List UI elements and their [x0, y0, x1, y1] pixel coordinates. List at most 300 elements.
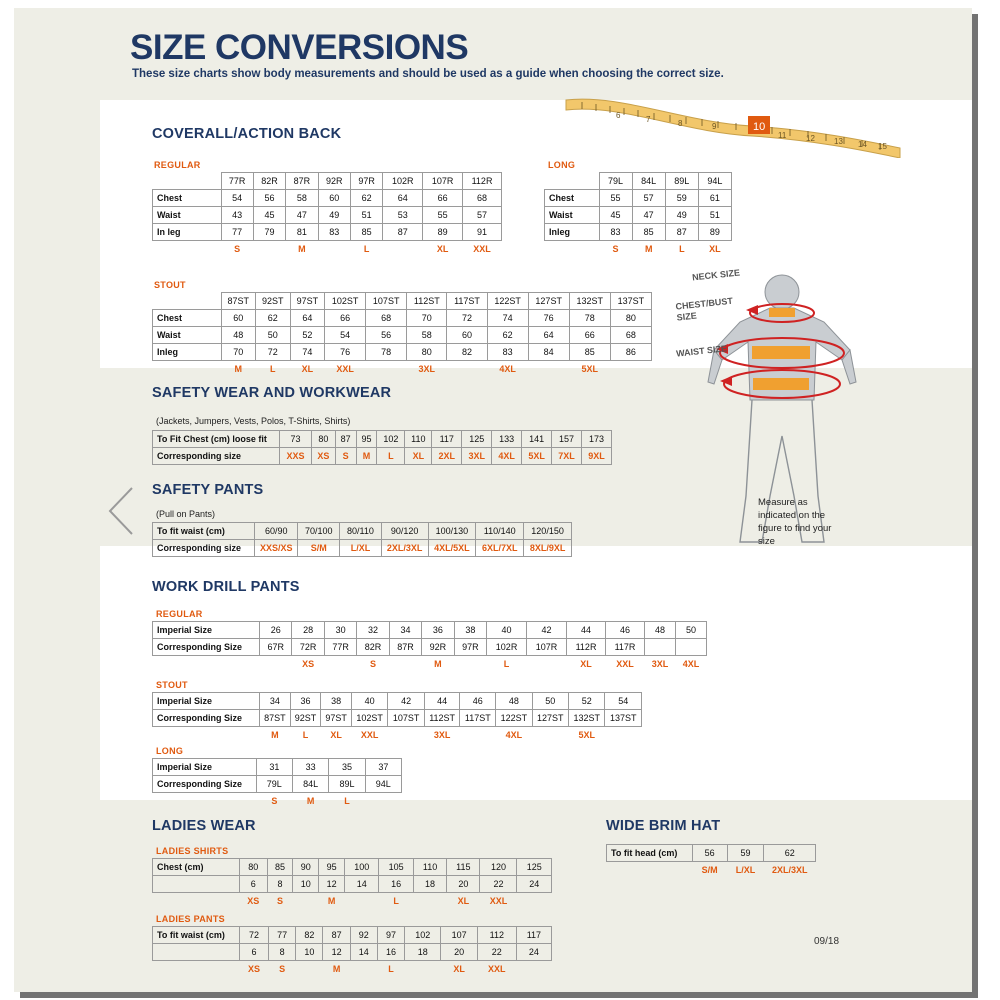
cell: 45 [599, 207, 632, 224]
cell: 70 [407, 310, 447, 327]
cell: 72 [240, 927, 269, 944]
cell: 122ST [496, 710, 532, 727]
section-title-widebrimhat: WIDE BRIM HAT [606, 818, 721, 834]
cell: S [276, 896, 283, 906]
header-cell: 112ST [407, 293, 447, 310]
cell: 38 [454, 622, 486, 639]
cell: 77R [324, 639, 356, 656]
cell: S [335, 448, 356, 465]
cell: XS [248, 964, 261, 974]
cell: 91 [463, 224, 502, 241]
cell: 48 [645, 622, 676, 639]
cell: 5XL [522, 448, 552, 465]
header-cell: 132ST [569, 293, 610, 310]
cell: 78 [366, 344, 407, 361]
cell: S/M [298, 540, 340, 557]
cell: 12 [323, 944, 350, 961]
cell: 72 [256, 344, 291, 361]
cell: 36 [290, 693, 321, 710]
cell: 62 [256, 310, 291, 327]
cell: 89 [698, 224, 731, 241]
cell: XS [247, 896, 260, 906]
cell: 81 [286, 224, 318, 241]
cell: 77 [269, 927, 296, 944]
cell [645, 639, 676, 656]
cell: XL [453, 964, 465, 974]
cell: 120/150 [524, 523, 572, 540]
cell: 97ST [321, 710, 352, 727]
cell: 64 [383, 190, 423, 207]
cell: 72 [447, 310, 487, 327]
cell: 59 [727, 845, 764, 862]
cell: 40 [487, 622, 527, 639]
cell: 82 [296, 927, 323, 944]
cell: 50 [256, 327, 291, 344]
cell: 107 [441, 927, 477, 944]
table-row [545, 190, 732, 207]
label-workdrill-long: LONG [156, 746, 184, 756]
cell: XXS/XS [255, 540, 298, 557]
cell: 12 [319, 876, 345, 893]
cell [153, 656, 260, 673]
header-cell: 84L [632, 173, 665, 190]
cell: XXL [360, 730, 379, 740]
cell: 61 [698, 190, 731, 207]
cell: XL [330, 730, 342, 740]
header-cell: 77R [221, 173, 253, 190]
cell: 60 [318, 190, 350, 207]
table-workdrill-regular [152, 621, 707, 672]
header-cell: 107ST [366, 293, 407, 310]
table-workdrill-long [152, 758, 402, 809]
row-label: Imperial Size [153, 759, 257, 776]
table-ladies-pants [152, 926, 552, 977]
row-label [153, 876, 240, 893]
cell: 42 [527, 622, 567, 639]
cell: 117R [606, 639, 645, 656]
table-row [153, 207, 502, 224]
cell: XS [302, 659, 315, 669]
cell: 84 [528, 344, 569, 361]
cell: 112 [477, 927, 516, 944]
svg-text:7: 7 [646, 115, 651, 124]
figure-label-neck: NECK SIZE [691, 267, 741, 283]
cell: 66 [423, 190, 463, 207]
svg-text:14: 14 [858, 140, 867, 149]
cell: 64 [290, 310, 325, 327]
cell: 7XL [552, 448, 582, 465]
cell: 87 [335, 431, 356, 448]
cell: 2XL [432, 448, 462, 465]
header-cell: 102ST [325, 293, 366, 310]
cell: XXS [280, 448, 312, 465]
cell: 20 [441, 944, 477, 961]
cell [365, 793, 401, 810]
table-row-sizes [153, 793, 402, 810]
cell [527, 656, 567, 673]
header-cell: 82R [253, 173, 285, 190]
row-label: To fit waist (cm) [153, 523, 255, 540]
table-row [153, 944, 552, 961]
row-label: In leg [153, 224, 222, 241]
cell: 102 [377, 431, 405, 448]
cell: 55 [599, 190, 632, 207]
cell: 3XL [651, 659, 669, 669]
cell: XL [580, 659, 592, 669]
cell: 47 [286, 207, 318, 224]
table-row [607, 845, 816, 862]
cell: 46 [460, 693, 496, 710]
cell: 85 [350, 224, 382, 241]
section-title-safetypants: SAFETY PANTS [152, 482, 264, 498]
row-label: Corresponding Size [153, 710, 260, 727]
note-safetywear: (Jackets, Jumpers, Vests, Polos, T-Shirts, Shirts) [156, 416, 351, 426]
cell [388, 727, 424, 744]
header-cell: 122ST [487, 293, 528, 310]
cell: 67R [260, 639, 292, 656]
row-label: To fit waist (cm) [153, 927, 240, 944]
section-title-ladies: LADIES WEAR [152, 818, 256, 834]
cell: 72R [292, 639, 324, 656]
table-row-sizes [545, 241, 732, 258]
table-safetywear [152, 430, 612, 465]
cell [153, 961, 240, 978]
cell: M [234, 364, 243, 374]
row-label: Inleg [545, 224, 600, 241]
cell: S [271, 796, 278, 806]
cell: 4XL [682, 659, 700, 669]
note-safetypants: (Pull on Pants) [156, 509, 216, 519]
cell: 56 [692, 845, 727, 862]
table-row [153, 523, 572, 540]
label-workdrill-stout: STOUT [156, 680, 188, 690]
cell [344, 893, 378, 910]
cell: 54 [325, 327, 366, 344]
cell: 92ST [290, 710, 321, 727]
header-cell: 127ST [528, 293, 569, 310]
cell: 36 [422, 622, 454, 639]
header-cell: 97R [350, 173, 382, 190]
cell: 157 [552, 431, 582, 448]
cell: 58 [407, 327, 447, 344]
cell: 97 [377, 927, 404, 944]
cell: L [503, 659, 510, 669]
cell: L [344, 796, 350, 806]
cell: 68 [463, 190, 502, 207]
figure-label-chest: CHEST/BUST SIZE [675, 295, 734, 323]
cell: S [234, 244, 241, 254]
svg-text:11: 11 [778, 131, 787, 140]
cell: 40 [351, 693, 387, 710]
cell: 55 [423, 207, 463, 224]
cell: 117 [516, 927, 551, 944]
cell: XXL [489, 896, 508, 906]
cell: 4XL/5XL [428, 540, 476, 557]
figure-measure-note: Measure as indicated on the figure to find your size [758, 497, 832, 547]
cell: L [270, 364, 276, 374]
cell: M [356, 448, 377, 465]
cell: 80 [312, 431, 336, 448]
cell [153, 793, 257, 810]
table-row [153, 431, 612, 448]
cell: 87R [389, 639, 421, 656]
table-row-sizes [607, 862, 816, 879]
table-row [153, 173, 502, 190]
header-cell: 92R [318, 173, 350, 190]
svg-text:13: 13 [834, 137, 843, 146]
cell: 50 [675, 622, 706, 639]
table-workdrill-stout [152, 692, 642, 743]
cell: 68 [610, 327, 651, 344]
cell: 87ST [260, 710, 291, 727]
cell [153, 893, 240, 910]
row-label: Corresponding size [153, 540, 255, 557]
row-label: Imperial Size [153, 622, 260, 639]
cell: 107ST [388, 710, 424, 727]
row-label: Corresponding Size [153, 639, 260, 656]
cell: XL [709, 244, 721, 254]
cell: 83 [599, 224, 632, 241]
cell: 54 [605, 693, 642, 710]
cell: M [332, 964, 341, 974]
table-coverall-regular [152, 172, 502, 257]
cell: 56 [253, 190, 285, 207]
label-coverall-long: LONG [548, 160, 576, 170]
row-label: To fit head (cm) [607, 845, 693, 862]
cell: 89L [329, 776, 365, 793]
table-ladies-shirts [152, 858, 552, 909]
cell: 110 [405, 431, 432, 448]
header-cell: 92ST [256, 293, 291, 310]
cell: 132ST [569, 710, 605, 727]
table-coverall-long [544, 172, 732, 257]
size-chart-page [14, 8, 972, 992]
table-row [153, 693, 642, 710]
cell: 37 [365, 759, 401, 776]
cell: 33 [292, 759, 328, 776]
cell: 107R [527, 639, 567, 656]
cell: XXL [336, 364, 354, 374]
cell: 59 [665, 190, 698, 207]
table-row [153, 639, 707, 656]
cell: 32 [357, 622, 389, 639]
cell: 77 [221, 224, 253, 241]
cell: 84L [292, 776, 328, 793]
cell: 92 [350, 927, 377, 944]
cell: XXL [616, 659, 634, 669]
cell [153, 361, 222, 378]
cell: 85 [267, 859, 293, 876]
row-label: Inleg [153, 344, 222, 361]
row-label: Waist [153, 327, 222, 344]
section-title-coverall: COVERALL/ACTION BACK [152, 126, 342, 142]
cell: 73 [280, 431, 312, 448]
cell: 79L [256, 776, 292, 793]
label-coverall-stout: STOUT [154, 280, 186, 290]
cell: 117 [432, 431, 462, 448]
cell: 76 [325, 344, 366, 361]
table-row [545, 224, 732, 241]
cell: 16 [379, 876, 413, 893]
cell: 5XL [578, 730, 595, 740]
cell [293, 893, 319, 910]
cell: 85 [632, 224, 665, 241]
cell: 80 [407, 344, 447, 361]
cell: 43 [221, 207, 253, 224]
cell: 79 [253, 224, 285, 241]
cell [324, 656, 356, 673]
cell: 92R [422, 639, 454, 656]
figure-label-waist: WAIST SIZE [675, 343, 728, 359]
cell: 87 [323, 927, 350, 944]
cell: 87 [665, 224, 698, 241]
cell: L [363, 244, 370, 254]
table-row-sizes [153, 893, 552, 910]
cell: 68 [366, 310, 407, 327]
cell: 38 [321, 693, 352, 710]
section-title-workdrill: WORK DRILL PANTS [152, 579, 300, 595]
header-cell: 79L [599, 173, 632, 190]
cell: M [434, 659, 442, 669]
cell: 4XL [505, 730, 523, 740]
cell [454, 656, 486, 673]
left-arrow-decoration [106, 486, 136, 541]
table-row [545, 207, 732, 224]
cell: 86 [610, 344, 651, 361]
cell: 30 [324, 622, 356, 639]
table-row [153, 622, 707, 639]
cell: 102 [405, 927, 441, 944]
table-row [153, 927, 552, 944]
row-label: Corresponding Size [153, 776, 257, 793]
svg-text:10: 10 [753, 121, 766, 133]
cell: 20 [447, 876, 480, 893]
cell [447, 361, 487, 378]
cell: 2XL/3XL [771, 865, 808, 875]
cell: 58 [286, 190, 318, 207]
cell: 4XL [499, 364, 516, 374]
cell: 80 [610, 310, 651, 327]
cell: 10 [293, 876, 319, 893]
cell: 70 [221, 344, 256, 361]
cell: XL [301, 364, 314, 374]
cell: 89 [423, 224, 463, 241]
cell: L [388, 964, 394, 974]
cell: 94L [365, 776, 401, 793]
row-label: Imperial Size [153, 693, 260, 710]
header-cell: 107R [423, 173, 463, 190]
cell [383, 241, 423, 258]
cell: 87 [383, 224, 423, 241]
cell [366, 361, 407, 378]
table-row [153, 540, 572, 557]
cell [405, 961, 441, 978]
cell: 112ST [424, 710, 460, 727]
header-cell: 87ST [221, 293, 256, 310]
cell: 8 [269, 944, 296, 961]
cell [296, 961, 323, 978]
cell: M [298, 244, 306, 254]
cell: 34 [389, 622, 421, 639]
cell: 110/140 [476, 523, 524, 540]
svg-text:15: 15 [878, 142, 887, 151]
cell: 10 [296, 944, 323, 961]
date-code: 09/18 [814, 936, 840, 947]
cell: 24 [516, 944, 551, 961]
cell: 22 [480, 876, 517, 893]
cell: 66 [569, 327, 610, 344]
table-row [153, 859, 552, 876]
svg-text:6: 6 [616, 111, 621, 120]
cell: XXL [473, 244, 491, 254]
cell [260, 656, 292, 673]
cell: 100 [344, 859, 378, 876]
cell [517, 893, 552, 910]
cell: 95 [319, 859, 345, 876]
cell: 117ST [460, 710, 496, 727]
cell: 80/110 [340, 523, 382, 540]
header-cell: 137ST [610, 293, 651, 310]
cell: 51 [698, 207, 731, 224]
label-workdrill-regular: REGULAR [156, 609, 203, 619]
cell: S [370, 659, 377, 669]
cell: 9XL [581, 448, 611, 465]
cell [605, 727, 642, 744]
table-row [153, 876, 552, 893]
table-row-sizes [153, 361, 652, 378]
row-label [153, 944, 240, 961]
cell: 100/130 [428, 523, 476, 540]
row-label: To Fit Chest (cm) loose fit [153, 431, 280, 448]
header-cell: 117ST [447, 293, 487, 310]
cell: 52 [290, 327, 325, 344]
cell: 112R [567, 639, 606, 656]
header-cell: 94L [698, 173, 731, 190]
table-row [153, 224, 502, 241]
cell: 127ST [532, 710, 568, 727]
cell: 82R [357, 639, 389, 656]
cell: 18 [405, 944, 441, 961]
cell: 4XL [492, 448, 522, 465]
cell: 57 [463, 207, 502, 224]
cell: 3XL [433, 730, 451, 740]
cell [389, 656, 421, 673]
cell: 51 [350, 207, 382, 224]
cell: 53 [383, 207, 423, 224]
cell: 34 [260, 693, 291, 710]
table-coverall-stout [152, 292, 652, 377]
cell [610, 361, 651, 378]
cell: 64 [528, 327, 569, 344]
cell: 24 [517, 876, 552, 893]
cell: 90/120 [381, 523, 428, 540]
cell: 8 [267, 876, 293, 893]
cell: 22 [477, 944, 516, 961]
cell: 62 [764, 845, 816, 862]
table-row [153, 310, 652, 327]
header-cell: 112R [463, 173, 502, 190]
cell: XXL [488, 964, 506, 974]
cell: 35 [329, 759, 365, 776]
cell [153, 241, 222, 258]
cell: L [393, 896, 399, 906]
cell: 137ST [605, 710, 642, 727]
label-ladies-shirts: LADIES SHIRTS [156, 846, 229, 856]
cell [413, 893, 446, 910]
cell: L/XL [340, 540, 382, 557]
cell: 45 [253, 207, 285, 224]
cell: S [612, 244, 619, 254]
